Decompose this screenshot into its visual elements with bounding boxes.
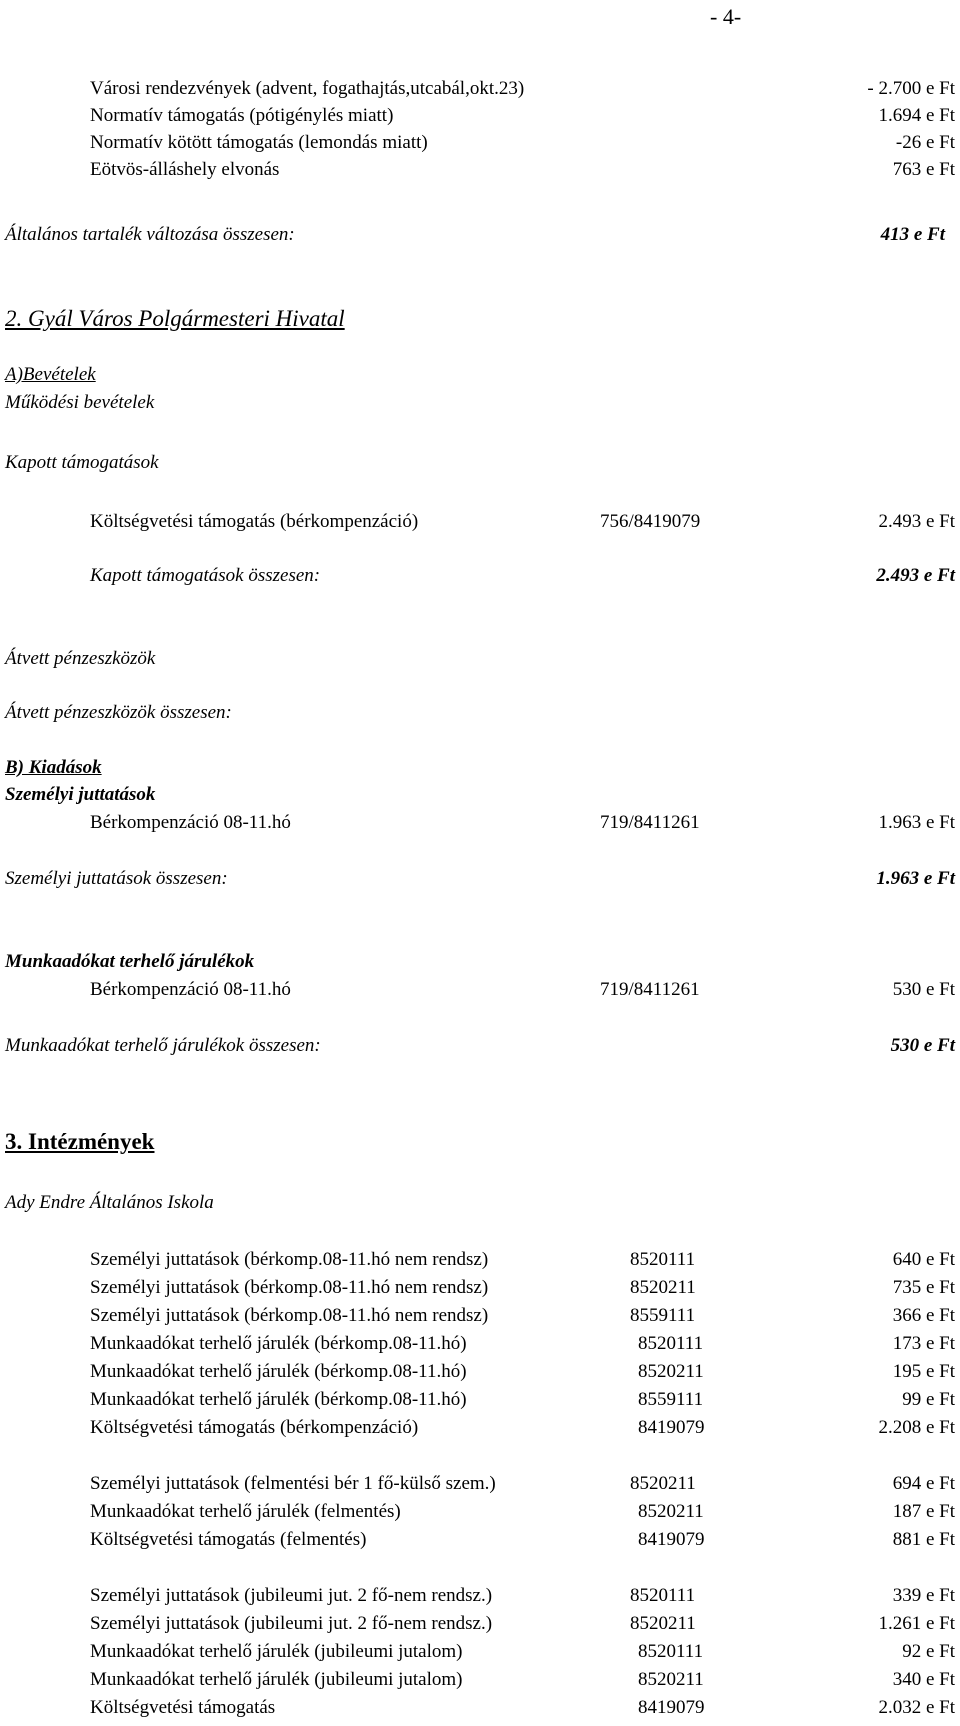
table-row-label: Munkaadókat terhelő járulék (bérkomp.08-11.hó) [90,1389,467,1410]
contrib-item-label: Bérkompenzáció 08-11.hó [90,979,291,1000]
table-row-label: Munkaadókat terhelő járulék (jubileumi jutalom) [90,1641,463,1662]
top-item-label: Eötvös-álláshely elvonás [90,159,280,180]
table-row-label: Személyi juttatások (jubileumi jut. 2 fő-nem rendsz.) [90,1585,493,1606]
section-3-title: 3. Intézmények [5,1129,155,1154]
expense-heading: B) Kiadások [5,757,102,778]
table-row-amount: 881 e Ft [892,1529,955,1550]
table-row-label: Költségvetési támogatás (bérkompenzáció) [90,1417,419,1438]
table-row-label: Költségvetési támogatás [90,1697,276,1718]
contrib-item-amount: 530 e Ft [892,979,955,1000]
table-row-label: Munkaadókat terhelő járulék (bérkomp.08-11.hó) [90,1333,467,1354]
school-name: Ady Endre Általános Iskola [5,1192,214,1213]
table-row-label: Személyi juttatások (jubileumi jut. 2 fő-nem rendsz.) [90,1613,493,1634]
table-row-code: 8520111 [638,1333,704,1354]
table-row-code: 8520211 [630,1613,696,1634]
table-row-code: 8520211 [630,1473,696,1494]
table-row-amount: 640 e Ft [892,1249,955,1270]
income-heading: A)Bevételek [5,364,96,385]
grants-total-amount: 2.493 e Ft [876,565,955,586]
grants-heading: Kapott támogatások [5,452,159,473]
top-item-amount: 763 e Ft [892,159,955,180]
grant-item-amount: 2.493 e Ft [878,511,955,532]
top-item-amount: 1.694 e Ft [878,105,955,126]
contrib-heading: Munkaadókat terhelő járulékok [5,951,255,972]
personal-heading: Személyi juttatások [5,784,156,805]
personal-item-amount: 1.963 e Ft [878,812,955,833]
top-item-label: Városi rendezvények (advent, fogathajtás,utcabál,okt.23) [90,78,525,99]
grant-item-label: Költségvetési támogatás (bérkompenzáció) [90,511,419,532]
grant-item-code: 756/8419079 [600,511,701,532]
table-row-label: Munkaadókat terhelő járulék (jubileumi jutalom) [90,1669,463,1690]
table-row-amount: 2.032 e Ft [878,1697,955,1718]
personal-total-amount: 1.963 e Ft [876,868,955,889]
table-row-amount: 339 e Ft [892,1585,955,1606]
table-row-amount: 187 e Ft [892,1501,955,1522]
contrib-item-code: 719/8411261 [600,979,700,1000]
table-row-label: Munkaadókat terhelő járulék (bérkomp.08-11.hó) [90,1361,467,1382]
table-row-code: 8520111 [630,1249,696,1270]
top-item-label: Normatív kötött támogatás (lemondás miatt) [90,132,428,153]
table-row-amount: 1.261 e Ft [878,1613,955,1634]
table-row-amount: 99 e Ft [902,1389,955,1410]
table-row-code: 8419079 [638,1529,705,1550]
table-row-label: Személyi juttatások (bérkomp.08-11.hó nem rendsz) [90,1305,489,1326]
table-row-amount: 92 e Ft [902,1641,955,1662]
table-row-amount: 694 e Ft [892,1473,955,1494]
table-row-label: Személyi juttatások (bérkomp.08-11.hó nem rendsz) [90,1249,489,1270]
contrib-total-label: Munkaadókat terhelő járulékok összesen: [5,1035,321,1056]
table-row-label: Személyi juttatások (felmentési bér 1 fő-külső szem.) [90,1473,496,1494]
transferred-total-label: Átvett pénzeszközök összesen: [5,702,232,723]
table-row-amount: 366 e Ft [892,1305,955,1326]
table-row-code: 8419079 [638,1417,705,1438]
table-row-code: 8520111 [630,1585,696,1606]
top-item-amount: -26 e Ft [895,132,955,153]
reserve-total-label: Általános tartalék változása összesen: [5,224,295,245]
personal-item-label: Bérkompenzáció 08-11.hó [90,812,291,833]
page-number: - 4- [710,4,742,29]
reserve-total-amount: 413 e Ft [880,224,945,245]
table-row-amount: 173 e Ft [892,1333,955,1354]
table-row-code: 8520111 [638,1641,704,1662]
table-row-amount: 195 e Ft [892,1361,955,1382]
table-row-label: Személyi juttatások (bérkomp.08-11.hó nem rendsz) [90,1277,489,1298]
transferred-heading: Átvett pénzeszközök [5,648,156,669]
table-row-code: 8559111 [638,1389,704,1410]
contrib-total-amount: 530 e Ft [890,1035,955,1056]
top-item-amount: - 2.700 e Ft [867,78,955,99]
table-row-code: 8520211 [630,1277,696,1298]
personal-total-label: Személyi juttatások összesen: [5,868,228,889]
table-row-code: 8520211 [638,1361,704,1382]
section-2-title: 2. Gyál Város Polgármesteri Hivatal [5,306,345,331]
table-row-code: 8559111 [630,1305,696,1326]
table-row-label: Munkaadókat terhelő járulék (felmentés) [90,1501,401,1522]
table-row-amount: 735 e Ft [892,1277,955,1298]
grants-total-label: Kapott támogatások összesen: [90,565,321,586]
table-row-code: 8419079 [638,1697,705,1718]
top-item-label: Normatív támogatás (pótigénylés miatt) [90,105,394,126]
table-row-amount: 340 e Ft [892,1669,955,1690]
operating-income-heading: Működési bevételek [5,392,155,413]
table-row-code: 8520211 [638,1669,704,1690]
personal-item-code: 719/8411261 [600,812,700,833]
table-row-code: 8520211 [638,1501,704,1522]
table-row-label: Költségvetési támogatás (felmentés) [90,1529,367,1550]
table-row-amount: 2.208 e Ft [878,1417,955,1438]
